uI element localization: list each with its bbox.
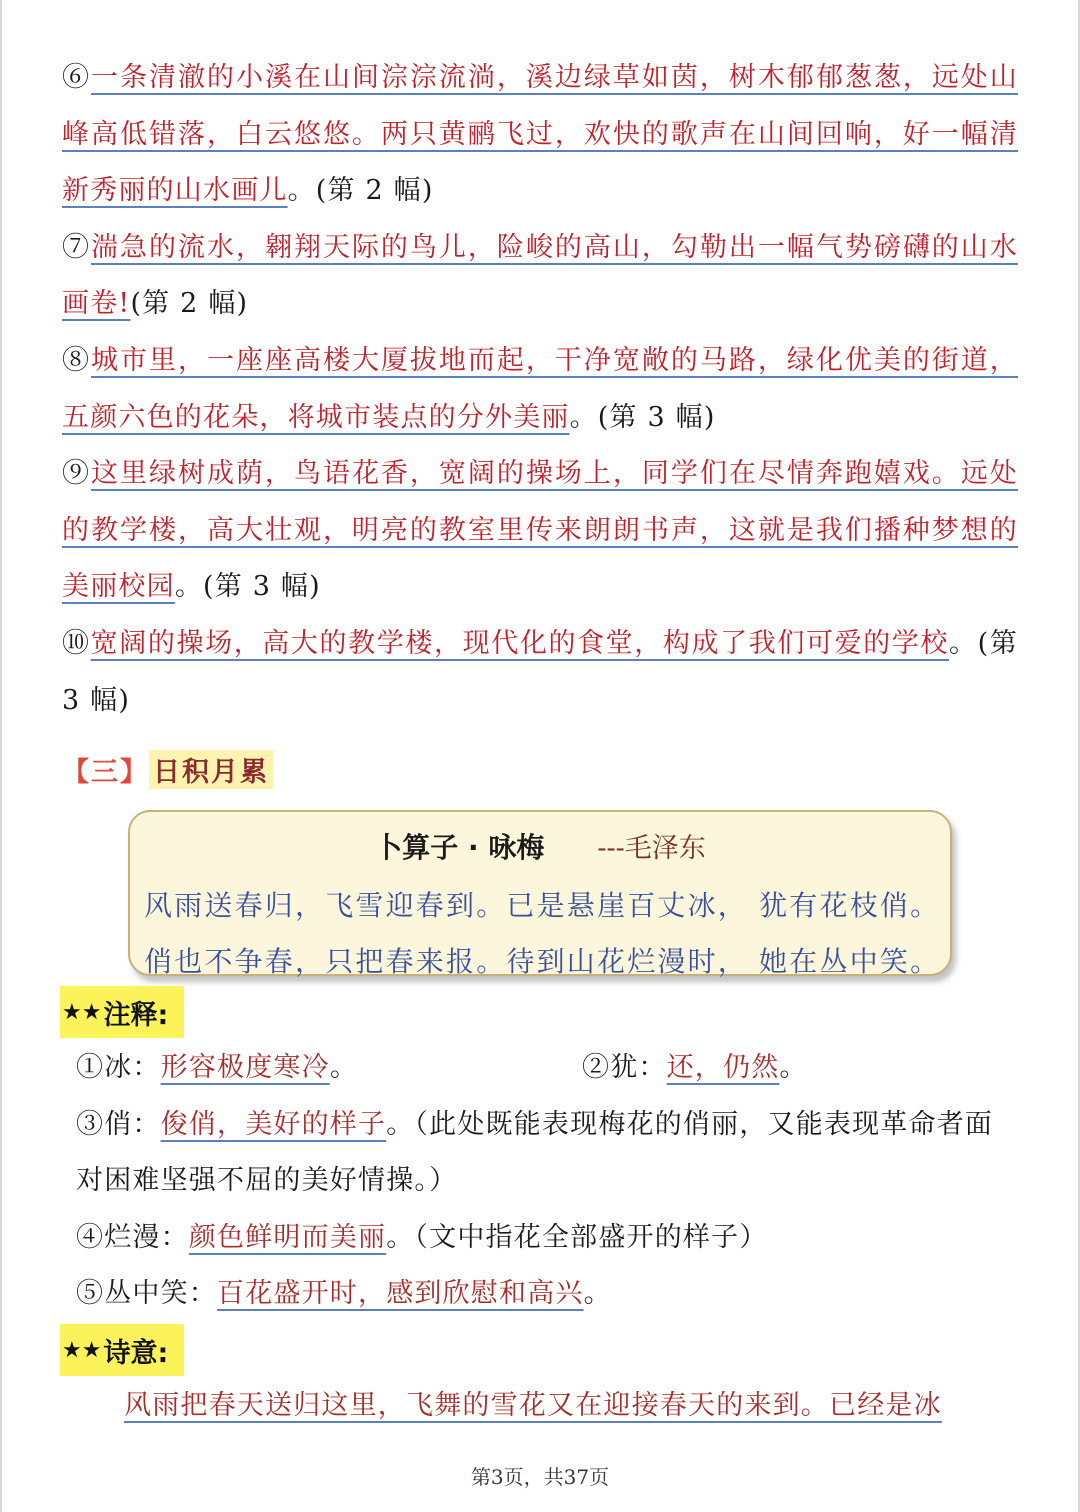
- note-term: ④烂漫：: [76, 1221, 189, 1253]
- note-row: [76, 1040, 1018, 1097]
- sentence-text: 这里绿树成荫，鸟语花香，宽阔的操场上，同学们在尽情奔跑嬉戏。远处的教学楼，高大壮观，明亮的教室里传来朗朗书声，这就是我们播种梦想的美丽校园: [62, 458, 1018, 603]
- sentence-7: [62, 220, 1018, 333]
- note-end: 。: [583, 1278, 612, 1310]
- note-definition: 颜色鲜明而美丽: [188, 1221, 387, 1253]
- meaning-label: [60, 1324, 184, 1376]
- note-5: [76, 1266, 1018, 1323]
- section-title: 日积月累: [149, 750, 273, 789]
- sentence-6: [62, 50, 1018, 220]
- poem-author: ---毛泽东: [597, 833, 706, 864]
- poem-meaning: [124, 1378, 1018, 1434]
- note-term: ⑤丛中笑：: [76, 1278, 217, 1310]
- sentence-source: 。(第 3 幅): [174, 571, 321, 603]
- sentence-text: 湍急的流水，翱翔天际的鸟儿，险峻的高山，勾勒出一幅气势磅礴的山水画卷!: [62, 231, 1018, 320]
- note-term: ②犹：: [582, 1052, 667, 1083]
- sentence-number: ⑥: [62, 62, 91, 93]
- note-definition: 还，仍然: [666, 1052, 780, 1083]
- star-icon: ★★: [62, 1337, 102, 1363]
- sentence-source: 。(第 3 幅): [569, 401, 716, 433]
- note-end: 。: [779, 1052, 808, 1083]
- note-3: [76, 1097, 1018, 1210]
- section-number: 三: [91, 756, 120, 788]
- sentence-number: ⑩: [62, 627, 91, 659]
- note-definition: 形容极度寒冷: [160, 1052, 330, 1083]
- poem-line: 俏也不争春，只把春来报。待到山花烂漫时， 她在丛中笑。: [144, 945, 941, 978]
- note-term: ③俏：: [76, 1108, 161, 1140]
- sentence-source: (第 2 幅): [130, 288, 249, 320]
- poem-card: [128, 810, 952, 976]
- note-definition: 百花盛开时，感到欣慰和高兴: [217, 1278, 584, 1310]
- sentence-text: 城市里，一座座高楼大厦拔地而起，干净宽敞的马路，绿化优美的街道，五颜六色的花朵，将城市装点的分外美丽: [62, 344, 1018, 433]
- poem-header: [130, 826, 950, 866]
- note-4: [76, 1210, 1018, 1267]
- notes-list: [76, 1040, 1018, 1323]
- poem-body: [144, 878, 940, 990]
- page-footer: 第3页，共37页: [470, 1465, 610, 1489]
- meaning-label-text: 诗意:: [103, 1337, 169, 1369]
- star-icon: ★★: [62, 999, 102, 1025]
- note-end: 。: [329, 1052, 359, 1083]
- section-heading: [62, 748, 273, 790]
- section-bracket-close: 】: [120, 756, 149, 788]
- notes-label: [60, 986, 184, 1038]
- sentence-number: ⑦: [62, 231, 91, 263]
- note-2: [582, 1040, 808, 1097]
- note-1: [76, 1040, 582, 1097]
- sentence-8: [62, 333, 1018, 446]
- note-term: ①冰：: [76, 1052, 161, 1083]
- note-definition: 俊俏，美好的样子: [160, 1108, 387, 1140]
- sentence-number: ⑨: [62, 458, 91, 490]
- sentence-source: 。(第 2 幅): [287, 175, 434, 207]
- note-extra: 。（文中指花全部盛开的样子）: [386, 1221, 768, 1253]
- sentence-text: 宽阔的操场，高大的教学楼，现代化的食堂，构成了我们可爱的学校: [90, 627, 950, 659]
- poem-line: 风雨送春归，飞雪迎春到。已是悬崖百丈冰， 犹有花枝俏。: [144, 889, 941, 922]
- poem-title: 卜算子 · 咏梅: [374, 831, 545, 864]
- sentence-10: [62, 616, 1018, 729]
- notes-label-text: 注释:: [103, 999, 169, 1031]
- section-bracket-open: 【: [62, 756, 91, 788]
- sentence-9: [62, 446, 1018, 616]
- sentence-text: 一条清澈的小溪在山间淙淙流淌，溪边绿草如茵，树木郁郁葱葱，远处山峰高低错落，白云悠悠。两只黄鹂飞过，欢快的歌声在山间回响，好一幅清新秀丽的山水画儿: [62, 62, 1018, 207]
- sentence-number: ⑧: [62, 344, 91, 376]
- note-extra: 。（此处既能表现梅花的俏丽，又能表现革命者面对困难坚强不屈的美好情操。）: [76, 1108, 994, 1197]
- meaning-text: 风雨把春天送归这里，飞舞的雪花又在迎接春天的来到。已经是冰: [124, 1390, 942, 1421]
- sentence-source: 。(第 3 幅): [62, 627, 1019, 716]
- example-sentences: [62, 50, 1018, 729]
